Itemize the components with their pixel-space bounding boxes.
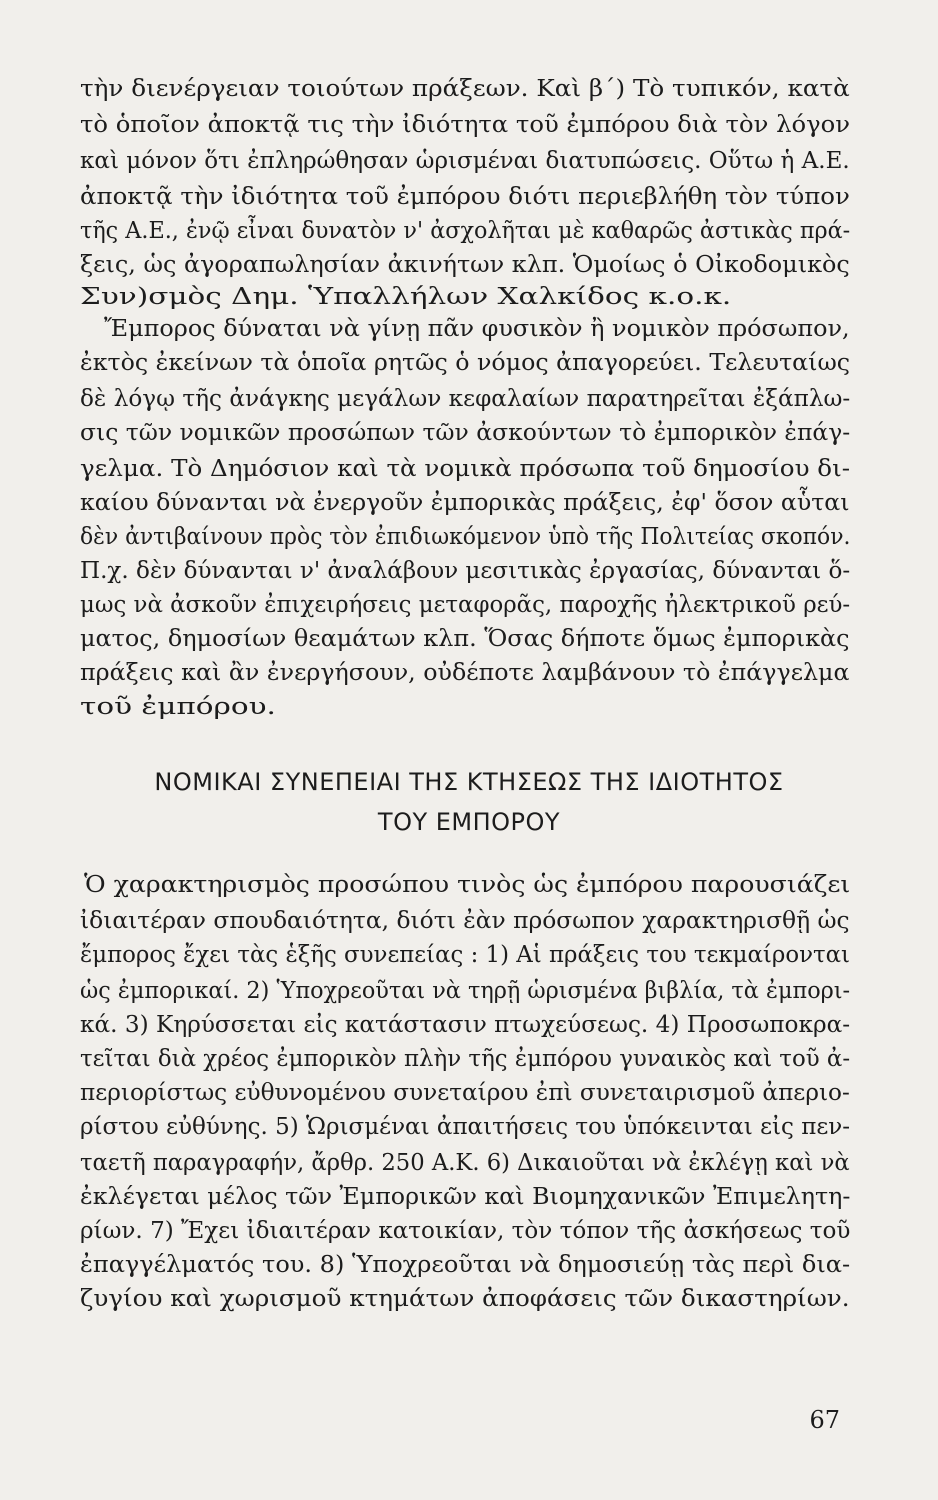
text-line: πράξεις καὶ ἂν ἐνεργήσουν, οὐδέποτε λαμβάνουν τὸ ἐπάγγελμα	[80, 658, 850, 686]
text-line: ρίστου εὐθύνης. 5) Ὡρισμέναι ἀπαιτήσεις του ὑπόκεινται εἰς πεν-	[80, 1112, 850, 1140]
text-line: Ἔμπορος δύναται νὰ γίνῃ πᾶν φυσικὸν ἢ νομικὸν πρόσωπον,	[104, 314, 850, 342]
text-line: Π.χ. δὲν δύνανται ν' ἀναλάβουν μεσιτικὰς ἐργασίας, δύνανται ὅ-	[80, 556, 851, 584]
text-line: καίου δύνανται νὰ ἐνεργοῦν ἐμπορικὰς πράξεις, ἐφ' ὅσον αὗται	[80, 488, 850, 516]
text-line: σις τῶν νομικῶν προσώπων τῶν ἀσκούντων τὸ ἐμπορικὸν ἐπάγ-	[80, 418, 851, 446]
text-line: γελμα. Τὸ Δημόσιον καὶ τὰ νομικὰ πρόσωπα τοῦ δημοσίου δι-	[80, 454, 851, 482]
text-line: ἐκτὸς ἐκείνων τὰ ὁποῖα ρητῶς ὁ νόμος ἀπαγορεύει. Τελευταίως	[80, 348, 851, 376]
text-line: κά. 3) Κηρύσσεται εἰς κατάστασιν πτωχεύσεως. 4) Προσωποκρα-	[80, 1010, 851, 1038]
text-line: ἐπαγγέλματός του. 8) Ὑποχρεοῦται νὰ δημοσιεύῃ τὰς περὶ δια-	[80, 1250, 851, 1278]
text-line: τοῦ ἐμπόρου.	[80, 692, 276, 720]
text-line: ἔμπορος ἔχει τὰς ἑξῆς συνεπείας : 1) Αἱ πράξεις του τεκμαίρονται	[80, 940, 851, 968]
text-line: ἐκλέγεται μέλος τῶν Ἐμπορικῶν καὶ Βιομηχανικῶν Ἐπιμελητη-	[80, 1182, 851, 1210]
text-line: ἀποκτᾷ τὴν ἰδιότητα τοῦ ἐμπόρου διότι περιεβλήθη τὸν τύπον	[80, 182, 850, 210]
section-heading-line-1: ΝΟΜΙΚΑΙ ΣΥΝΕΠΕΙΑΙ ΤΗΣ ΚΤΗΣΕΩΣ ΤΗΣ ΙΔΙΟΤΗΤΟΣ	[154, 768, 784, 796]
text-line: τὴν διενέργειαν τοιούτων πράξεων. Καὶ β΄) Τὸ τυπικόν, κατὰ	[80, 74, 850, 102]
text-line: ξεις, ὡς ἀγοραπωλησίαν ἀκινήτων κλπ. Ὁμοίως ὁ Οἰκοδομικὸς	[80, 250, 850, 278]
text-line: ρίων. 7) Ἔχει ἰδιαιτέραν κατοικίαν, τὸν τόπον τῆς ἀσκήσεως τοῦ	[80, 1216, 851, 1244]
text-line: ματος, δημοσίων θεαμάτων κλπ. Ὅσας δήποτε ὅμως ἐμπορικὰς	[80, 624, 850, 652]
text-line: τῆς Α.Ε., ἐνῷ εἶναι δυνατὸν ν' ἀσχολῆται μὲ καθαρῶς ἀστικὰς πρά-	[80, 216, 851, 244]
text-line: τεῖται διὰ χρέος ἐμπορικὸν πλὴν τῆς ἐμπόρου γυναικὸς καὶ τοῦ ἀ-	[80, 1044, 851, 1072]
text-line: Συν)σμὸς Δημ. Ὑπαλλήλων Χαλκίδος κ.ο.κ.	[80, 282, 732, 310]
text-line: ἰδιαιτέραν σπουδαιότητα, διότι ἐὰν πρόσωπον χαρακτηρισθῇ ὡς	[80, 906, 850, 934]
text-line: ὡς ἐμπορικαί. 2) Ὑποχρεοῦται νὰ τηρῇ ὡρισμένα βιβλία, τὰ ἐμπορι-	[80, 976, 851, 1004]
text-line: ζυγίου καὶ χωρισμοῦ κτημάτων ἀποφάσεις τῶν δικαστηρίων.	[80, 1284, 850, 1312]
text-line: Ὁ χαρακτηρισμὸς προσώπου τινὸς ὡς ἐμπόρου παρουσιάζει	[84, 870, 851, 898]
page-number: 67	[809, 1406, 840, 1434]
text-line: περιορίστως εὐθυνομένου συνεταίρου ἐπὶ συνεταιρισμοῦ ἀπεριο-	[80, 1078, 850, 1106]
text-line: καὶ μόνον ὅτι ἐπληρώθησαν ὡρισμέναι διατυπώσεις. Οὕτω ἡ Α.Ε.	[80, 146, 850, 174]
text-line: ταετῆ παραγραφήν, ἄρθρ. 250 Α.Κ. 6) Δικαιοῦται νὰ ἐκλέγῃ καὶ νὰ	[80, 1148, 850, 1176]
text-line: μως νὰ ἀσκοῦν ἐπιχειρήσεις μεταφορᾶς, παροχῆς ἠλεκτρικοῦ ρεύ-	[80, 590, 851, 618]
text-line: δὲν ἀντιβαίνουν πρὸς τὸν ἐπιδιωκόμενον ὑπὸ τῆς Πολιτείας σκοπόν.	[80, 522, 851, 550]
text-line: τὸ ὁποῖον ἀποκτᾷ τις τὴν ἰδιότητα τοῦ ἐμπόρου διὰ τὸν λόγον	[80, 110, 850, 138]
text-line: δὲ λόγῳ τῆς ἀνάγκης μεγάλων κεφαλαίων παρατηρεῖται ἐξάπλω-	[80, 384, 851, 412]
section-heading-line-2: ΤΟΥ ΕΜΠΟΡΟΥ	[377, 808, 561, 836]
